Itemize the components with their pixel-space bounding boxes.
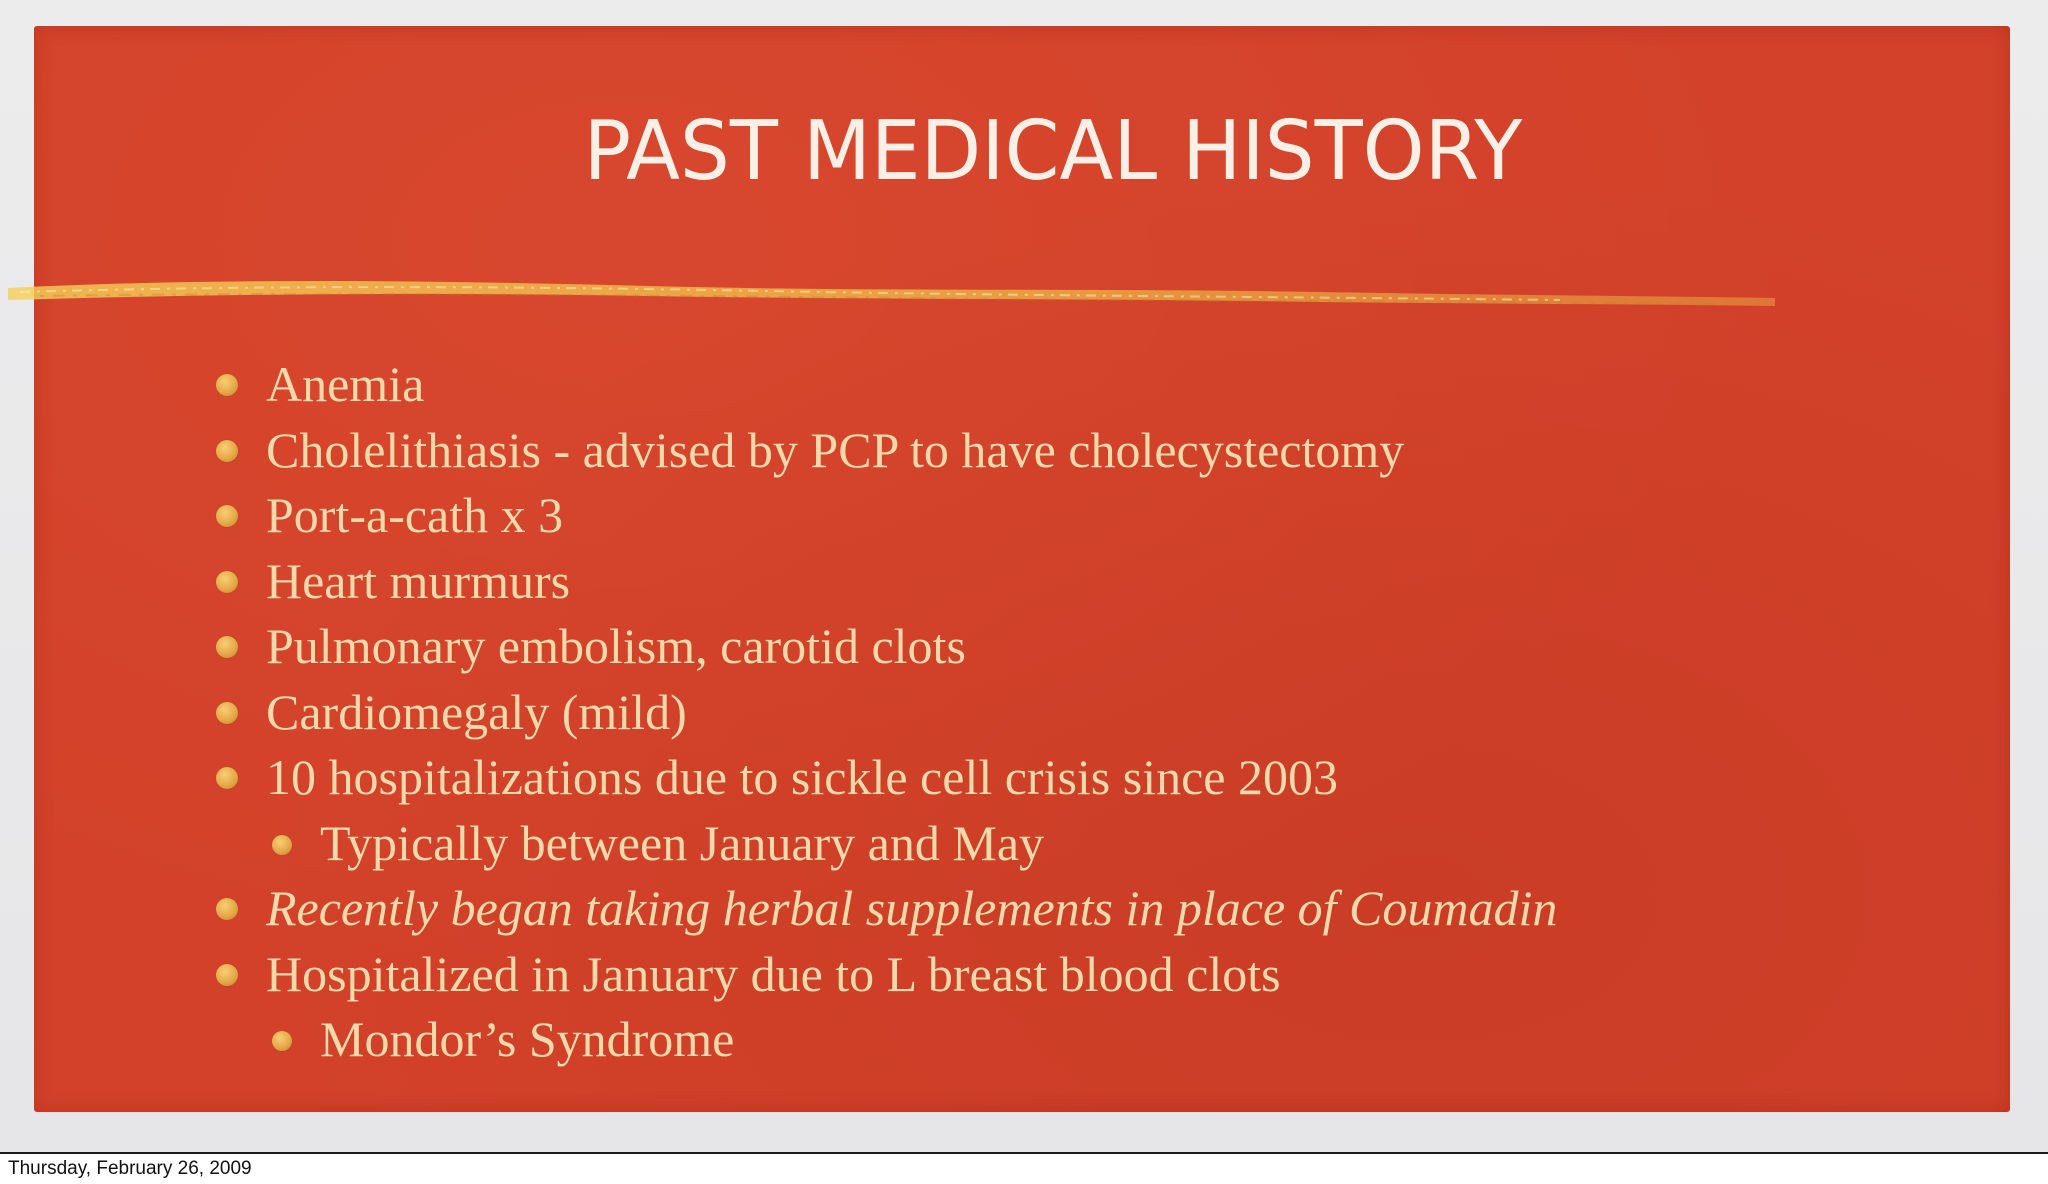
bullet-text: Anemia [266,356,425,412]
bullet-text: 10 hospitalizations due to sickle cell crisis since 2003 [266,749,1338,805]
bullet-text: Cardiomegaly (mild) [266,683,687,740]
bullet-dot-icon [216,767,238,789]
bullet-item [216,876,1976,942]
sub-bullet-text: Typically between January and May [320,814,1045,871]
bullet-text: Port-a-cath x 3 [266,487,564,543]
slide-title: PAST MEDICAL HISTORY [583,104,1523,199]
bullet-item [216,352,1976,418]
bullet-dot-icon [216,505,238,527]
bullet-dot-icon [216,702,238,724]
bullet-dot-icon [216,374,238,396]
bullet-text: Hospitalized in January due to L breast blood clots [266,945,1281,1002]
bullet-text: Heart murmurs [266,552,571,609]
bullet-item [216,418,1976,484]
bullet-text: Recently began taking herbal supplements in place of Coumadin [266,880,1558,936]
sub-bullet-dot-icon [272,835,292,855]
decorative-brush-stroke [0,262,1790,318]
bullet-dot-icon [216,440,238,462]
bullet-dot-icon [216,898,238,920]
bullet-text: Pulmonary embolism, carotid clots [266,618,966,674]
footer-date: Thursday, February 26, 2009 [8,1158,252,1179]
sub-bullet-item [216,1007,1976,1073]
bullet-dot-icon [216,571,238,593]
bullet-dot-icon [216,964,238,986]
footer-bar [0,1154,2048,1184]
sub-bullet-item [216,811,1976,877]
bullet-item [216,549,1976,615]
sub-bullet-dot-icon [272,1031,292,1051]
bullet-list [216,352,1976,1073]
sub-bullet-text: Mondor’s Syndrome [320,1011,735,1067]
bullet-item [216,680,1976,746]
bullet-item [216,745,1976,811]
bullet-text: Cholelithiasis - advised by PCP to have cholecystectomy [266,421,1405,478]
bullet-item [216,483,1976,549]
bullet-item [216,942,1976,1008]
bullet-dot-icon [216,636,238,658]
bullet-item [216,614,1976,680]
